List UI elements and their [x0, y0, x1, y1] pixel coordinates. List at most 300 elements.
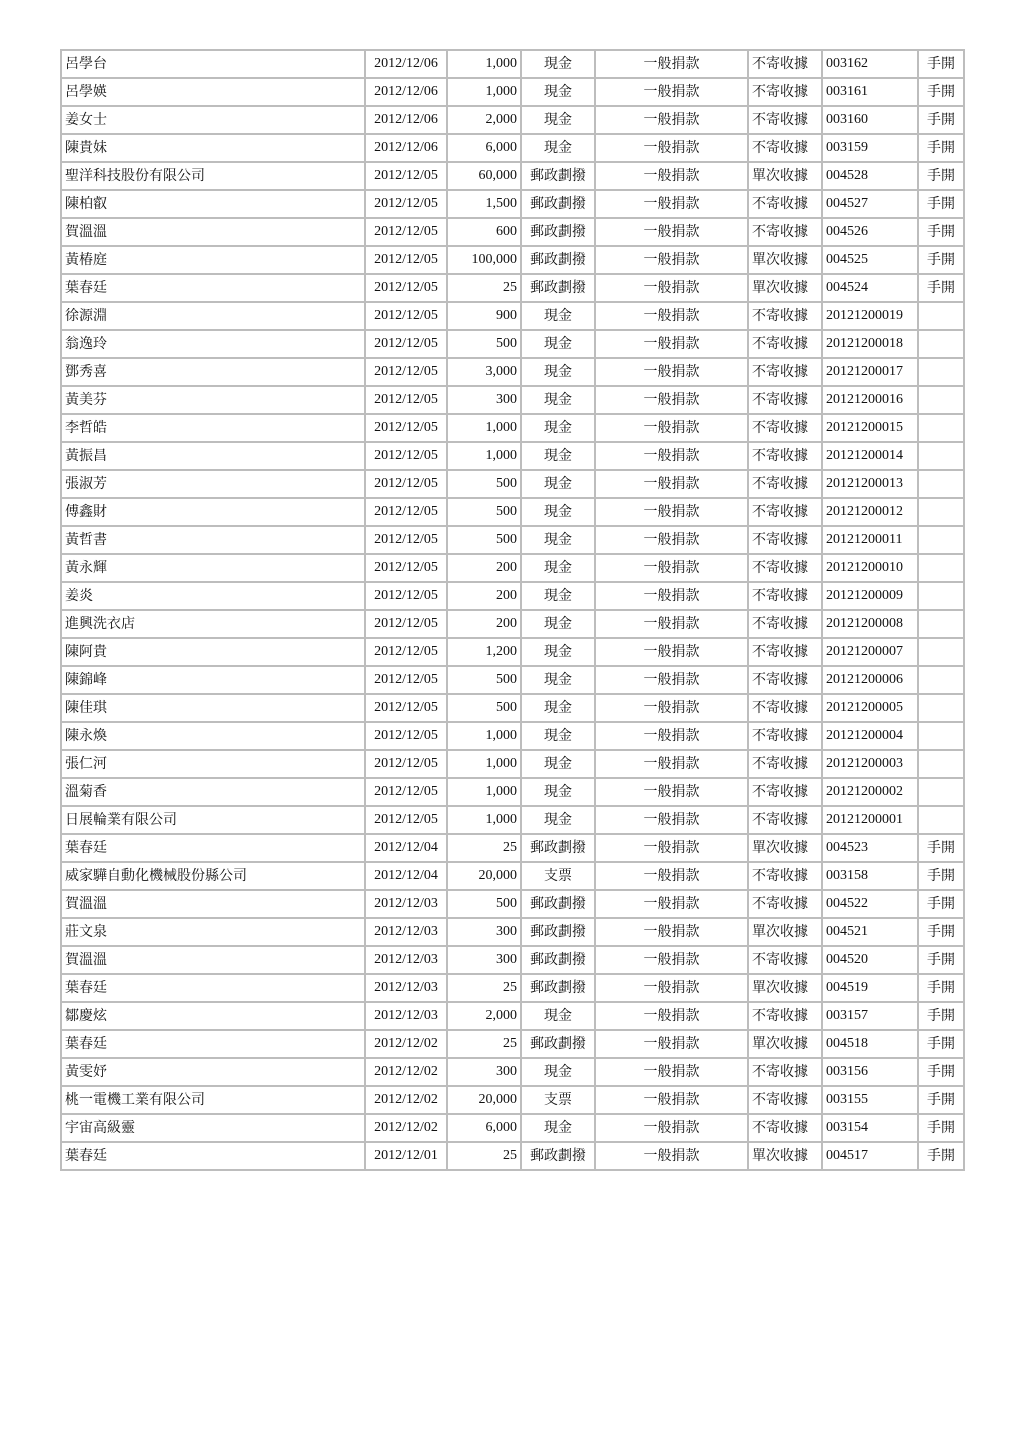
note-cell: 手開 [918, 190, 964, 218]
receipt-type-cell: 不寄收據 [748, 862, 822, 890]
payment-method-cell: 現金 [521, 470, 595, 498]
payment-method-cell: 現金 [521, 134, 595, 162]
table-row [61, 862, 964, 890]
table-row [61, 162, 964, 190]
table-row [61, 582, 964, 610]
receipt-number-cell: 003162 [822, 50, 918, 78]
receipt-number-cell: 20121200014 [822, 442, 918, 470]
payment-method-cell: 郵政劃撥 [521, 1030, 595, 1058]
donor-name-cell: 李哲皓 [61, 414, 365, 442]
payment-method-cell: 現金 [521, 330, 595, 358]
amount-cell: 1,000 [447, 722, 521, 750]
donor-name-cell: 黃振昌 [61, 442, 365, 470]
receipt-number-cell: 003161 [822, 78, 918, 106]
receipt-number-cell: 004525 [822, 246, 918, 274]
payment-method-cell: 現金 [521, 302, 595, 330]
note-cell [918, 358, 964, 386]
note-cell [918, 302, 964, 330]
date-cell: 2012/12/05 [365, 610, 447, 638]
donation-type-cell: 一般捐款 [595, 50, 748, 78]
receipt-type-cell: 不寄收據 [748, 890, 822, 918]
note-cell [918, 330, 964, 358]
note-cell [918, 694, 964, 722]
donor-name-cell: 葉春廷 [61, 834, 365, 862]
receipt-type-cell: 單次收據 [748, 834, 822, 862]
receipt-type-cell: 不寄收據 [748, 1002, 822, 1030]
receipt-type-cell: 單次收據 [748, 918, 822, 946]
amount-cell: 500 [447, 470, 521, 498]
donor-name-cell: 日展輪業有限公司 [61, 806, 365, 834]
donor-name-cell: 威家驊自動化機械股份縣公司 [61, 862, 365, 890]
payment-method-cell: 郵政劃撥 [521, 890, 595, 918]
payment-method-cell: 現金 [521, 722, 595, 750]
receipt-type-cell: 不寄收據 [748, 1058, 822, 1086]
amount-cell: 1,000 [447, 414, 521, 442]
table-row [61, 1002, 964, 1030]
note-cell: 手開 [918, 918, 964, 946]
note-cell: 手開 [918, 162, 964, 190]
receipt-number-cell: 20121200006 [822, 666, 918, 694]
donation-type-cell: 一般捐款 [595, 78, 748, 106]
note-cell [918, 638, 964, 666]
donor-name-cell: 張仁河 [61, 750, 365, 778]
payment-method-cell: 現金 [521, 526, 595, 554]
donor-name-cell: 黃椿庭 [61, 246, 365, 274]
donation-table [60, 49, 965, 1171]
table-row [61, 834, 964, 862]
note-cell [918, 610, 964, 638]
amount-cell: 25 [447, 834, 521, 862]
donor-name-cell: 姜女士 [61, 106, 365, 134]
table-row [61, 190, 964, 218]
payment-method-cell: 郵政劃撥 [521, 834, 595, 862]
amount-cell: 25 [447, 1030, 521, 1058]
donation-type-cell: 一般捐款 [595, 946, 748, 974]
table-row [61, 358, 964, 386]
donor-name-cell: 黃永輝 [61, 554, 365, 582]
date-cell: 2012/12/05 [365, 190, 447, 218]
date-cell: 2012/12/04 [365, 862, 447, 890]
note-cell: 手開 [918, 974, 964, 1002]
receipt-type-cell: 不寄收據 [748, 638, 822, 666]
table-row [61, 666, 964, 694]
donor-name-cell: 姜炎 [61, 582, 365, 610]
donation-type-cell: 一般捐款 [595, 526, 748, 554]
amount-cell: 1,000 [447, 778, 521, 806]
receipt-type-cell: 不寄收據 [748, 442, 822, 470]
receipt-number-cell: 20121200002 [822, 778, 918, 806]
table-row [61, 442, 964, 470]
table-row [61, 554, 964, 582]
donor-name-cell: 呂學台 [61, 50, 365, 78]
receipt-type-cell: 不寄收據 [748, 722, 822, 750]
receipt-type-cell: 單次收據 [748, 1142, 822, 1170]
amount-cell: 1,000 [447, 806, 521, 834]
payment-method-cell: 現金 [521, 414, 595, 442]
amount-cell: 6,000 [447, 1114, 521, 1142]
note-cell [918, 722, 964, 750]
payment-method-cell: 現金 [521, 806, 595, 834]
receipt-number-cell: 20121200013 [822, 470, 918, 498]
date-cell: 2012/12/05 [365, 526, 447, 554]
date-cell: 2012/12/05 [365, 386, 447, 414]
receipt-type-cell: 不寄收據 [748, 414, 822, 442]
receipt-type-cell: 不寄收據 [748, 106, 822, 134]
receipt-number-cell: 004527 [822, 190, 918, 218]
note-cell: 手開 [918, 78, 964, 106]
date-cell: 2012/12/01 [365, 1142, 447, 1170]
receipt-number-cell: 004528 [822, 162, 918, 190]
donation-type-cell: 一般捐款 [595, 694, 748, 722]
date-cell: 2012/12/06 [365, 134, 447, 162]
date-cell: 2012/12/05 [365, 442, 447, 470]
receipt-type-cell: 不寄收據 [748, 666, 822, 694]
donation-type-cell: 一般捐款 [595, 1058, 748, 1086]
note-cell: 手開 [918, 218, 964, 246]
payment-method-cell: 現金 [521, 442, 595, 470]
donation-type-cell: 一般捐款 [595, 638, 748, 666]
table-row [61, 1114, 964, 1142]
donation-type-cell: 一般捐款 [595, 386, 748, 414]
donation-type-cell: 一般捐款 [595, 274, 748, 302]
amount-cell: 1,000 [447, 50, 521, 78]
amount-cell: 60,000 [447, 162, 521, 190]
donor-name-cell: 葉春廷 [61, 1030, 365, 1058]
table-row [61, 610, 964, 638]
receipt-number-cell: 20121200016 [822, 386, 918, 414]
date-cell: 2012/12/05 [365, 638, 447, 666]
note-cell: 手開 [918, 246, 964, 274]
amount-cell: 500 [447, 694, 521, 722]
donation-type-cell: 一般捐款 [595, 722, 748, 750]
payment-method-cell: 現金 [521, 750, 595, 778]
receipt-number-cell: 003156 [822, 1058, 918, 1086]
receipt-type-cell: 不寄收據 [748, 1086, 822, 1114]
donor-name-cell: 陳柏叡 [61, 190, 365, 218]
donor-name-cell: 宇宙高級靈 [61, 1114, 365, 1142]
note-cell [918, 778, 964, 806]
payment-method-cell: 現金 [521, 1058, 595, 1086]
donor-name-cell: 溫菊香 [61, 778, 365, 806]
donation-type-cell: 一般捐款 [595, 1030, 748, 1058]
receipt-type-cell: 不寄收據 [748, 218, 822, 246]
date-cell: 2012/12/03 [365, 974, 447, 1002]
donation-type-cell: 一般捐款 [595, 918, 748, 946]
donor-name-cell: 傅鑫財 [61, 498, 365, 526]
donation-type-cell: 一般捐款 [595, 330, 748, 358]
receipt-type-cell: 不寄收據 [748, 750, 822, 778]
table-row [61, 722, 964, 750]
amount-cell: 1,000 [447, 78, 521, 106]
payment-method-cell: 現金 [521, 106, 595, 134]
table-row [61, 1030, 964, 1058]
table-row [61, 470, 964, 498]
date-cell: 2012/12/05 [365, 358, 447, 386]
amount-cell: 500 [447, 498, 521, 526]
donor-name-cell: 張淑芳 [61, 470, 365, 498]
table-row [61, 1058, 964, 1086]
payment-method-cell: 現金 [521, 358, 595, 386]
donation-type-cell: 一般捐款 [595, 162, 748, 190]
receipt-number-cell: 003155 [822, 1086, 918, 1114]
receipt-type-cell: 不寄收據 [748, 1114, 822, 1142]
amount-cell: 100,000 [447, 246, 521, 274]
table-row [61, 50, 964, 78]
amount-cell: 25 [447, 274, 521, 302]
amount-cell: 500 [447, 666, 521, 694]
donation-type-cell: 一般捐款 [595, 862, 748, 890]
receipt-type-cell: 不寄收據 [748, 358, 822, 386]
table-row [61, 1142, 964, 1170]
table-row [61, 246, 964, 274]
note-cell [918, 554, 964, 582]
date-cell: 2012/12/05 [365, 218, 447, 246]
payment-method-cell: 郵政劃撥 [521, 246, 595, 274]
receipt-number-cell: 003157 [822, 1002, 918, 1030]
donation-type-cell: 一般捐款 [595, 610, 748, 638]
donation-type-cell: 一般捐款 [595, 246, 748, 274]
note-cell [918, 386, 964, 414]
amount-cell: 300 [447, 946, 521, 974]
payment-method-cell: 現金 [521, 666, 595, 694]
date-cell: 2012/12/02 [365, 1058, 447, 1086]
date-cell: 2012/12/04 [365, 834, 447, 862]
receipt-type-cell: 不寄收據 [748, 134, 822, 162]
amount-cell: 25 [447, 1142, 521, 1170]
table-row [61, 890, 964, 918]
receipt-type-cell: 不寄收據 [748, 498, 822, 526]
date-cell: 2012/12/02 [365, 1030, 447, 1058]
donation-type-cell: 一般捐款 [595, 834, 748, 862]
receipt-number-cell: 20121200005 [822, 694, 918, 722]
donor-name-cell: 鄧秀喜 [61, 358, 365, 386]
note-cell: 手開 [918, 1058, 964, 1086]
payment-method-cell: 現金 [521, 554, 595, 582]
note-cell [918, 750, 964, 778]
donor-name-cell: 黃哲書 [61, 526, 365, 554]
note-cell: 手開 [918, 134, 964, 162]
payment-method-cell: 現金 [521, 1002, 595, 1030]
table-row [61, 78, 964, 106]
table-row [61, 302, 964, 330]
receipt-number-cell: 003158 [822, 862, 918, 890]
payment-method-cell: 郵政劃撥 [521, 190, 595, 218]
table-row [61, 134, 964, 162]
donation-type-cell: 一般捐款 [595, 442, 748, 470]
donor-name-cell: 賀溫溫 [61, 218, 365, 246]
donor-name-cell: 進興洗衣店 [61, 610, 365, 638]
donor-name-cell: 桃一電機工業有限公司 [61, 1086, 365, 1114]
table-row [61, 638, 964, 666]
date-cell: 2012/12/05 [365, 722, 447, 750]
receipt-type-cell: 不寄收據 [748, 694, 822, 722]
donation-type-cell: 一般捐款 [595, 190, 748, 218]
amount-cell: 6,000 [447, 134, 521, 162]
donation-type-cell: 一般捐款 [595, 666, 748, 694]
donation-type-cell: 一般捐款 [595, 1114, 748, 1142]
payment-method-cell: 郵政劃撥 [521, 162, 595, 190]
amount-cell: 25 [447, 974, 521, 1002]
payment-method-cell: 現金 [521, 1114, 595, 1142]
table-body [61, 50, 964, 1170]
receipt-type-cell: 單次收據 [748, 274, 822, 302]
note-cell: 手開 [918, 1002, 964, 1030]
receipt-number-cell: 003159 [822, 134, 918, 162]
donor-name-cell: 黃雯妤 [61, 1058, 365, 1086]
donor-name-cell: 徐源淵 [61, 302, 365, 330]
receipt-number-cell: 003154 [822, 1114, 918, 1142]
donation-type-cell: 一般捐款 [595, 1002, 748, 1030]
receipt-type-cell: 不寄收據 [748, 190, 822, 218]
payment-method-cell: 支票 [521, 1086, 595, 1114]
amount-cell: 900 [447, 302, 521, 330]
donation-type-cell: 一般捐款 [595, 778, 748, 806]
payment-method-cell: 郵政劃撥 [521, 918, 595, 946]
receipt-number-cell: 004523 [822, 834, 918, 862]
payment-method-cell: 現金 [521, 778, 595, 806]
donor-name-cell: 黃美芬 [61, 386, 365, 414]
date-cell: 2012/12/05 [365, 246, 447, 274]
table-row [61, 694, 964, 722]
date-cell: 2012/12/05 [365, 470, 447, 498]
receipt-type-cell: 不寄收據 [748, 554, 822, 582]
donor-name-cell: 鄒慶炫 [61, 1002, 365, 1030]
date-cell: 2012/12/05 [365, 806, 447, 834]
date-cell: 2012/12/05 [365, 750, 447, 778]
date-cell: 2012/12/03 [365, 918, 447, 946]
amount-cell: 2,000 [447, 1002, 521, 1030]
table-row [61, 526, 964, 554]
amount-cell: 600 [447, 218, 521, 246]
table-row [61, 806, 964, 834]
donation-type-cell: 一般捐款 [595, 470, 748, 498]
amount-cell: 3,000 [447, 358, 521, 386]
donor-name-cell: 聖洋科技股份有限公司 [61, 162, 365, 190]
donor-name-cell: 賀溫溫 [61, 890, 365, 918]
receipt-number-cell: 20121200001 [822, 806, 918, 834]
donation-type-cell: 一般捐款 [595, 806, 748, 834]
donor-name-cell: 葉春廷 [61, 974, 365, 1002]
date-cell: 2012/12/05 [365, 554, 447, 582]
payment-method-cell: 郵政劃撥 [521, 274, 595, 302]
date-cell: 2012/12/05 [365, 274, 447, 302]
table-row [61, 218, 964, 246]
table-row [61, 974, 964, 1002]
donor-name-cell: 呂學媖 [61, 78, 365, 106]
date-cell: 2012/12/05 [365, 498, 447, 526]
donor-name-cell: 莊文泉 [61, 918, 365, 946]
donation-type-cell: 一般捐款 [595, 1142, 748, 1170]
table-row [61, 1086, 964, 1114]
amount-cell: 500 [447, 330, 521, 358]
receipt-number-cell: 20121200008 [822, 610, 918, 638]
receipt-type-cell: 不寄收據 [748, 582, 822, 610]
payment-method-cell: 現金 [521, 694, 595, 722]
receipt-number-cell: 20121200012 [822, 498, 918, 526]
receipt-type-cell: 不寄收據 [748, 386, 822, 414]
amount-cell: 300 [447, 918, 521, 946]
donation-type-cell: 一般捐款 [595, 134, 748, 162]
note-cell: 手開 [918, 862, 964, 890]
table-row [61, 106, 964, 134]
donation-type-cell: 一般捐款 [595, 554, 748, 582]
amount-cell: 1,000 [447, 750, 521, 778]
table-row [61, 918, 964, 946]
receipt-number-cell: 20121200010 [822, 554, 918, 582]
donation-type-cell: 一般捐款 [595, 974, 748, 1002]
amount-cell: 2,000 [447, 106, 521, 134]
donor-name-cell: 陳阿貴 [61, 638, 365, 666]
date-cell: 2012/12/03 [365, 1002, 447, 1030]
note-cell [918, 414, 964, 442]
receipt-number-cell: 004524 [822, 274, 918, 302]
donation-type-cell: 一般捐款 [595, 582, 748, 610]
receipt-type-cell: 不寄收據 [748, 610, 822, 638]
date-cell: 2012/12/06 [365, 50, 447, 78]
receipt-number-cell: 004520 [822, 946, 918, 974]
date-cell: 2012/12/05 [365, 414, 447, 442]
note-cell: 手開 [918, 1086, 964, 1114]
receipt-type-cell: 單次收據 [748, 246, 822, 274]
receipt-type-cell: 不寄收據 [748, 778, 822, 806]
date-cell: 2012/12/02 [365, 1114, 447, 1142]
receipt-type-cell: 不寄收據 [748, 470, 822, 498]
note-cell: 手開 [918, 1030, 964, 1058]
date-cell: 2012/12/05 [365, 330, 447, 358]
receipt-number-cell: 004521 [822, 918, 918, 946]
date-cell: 2012/12/05 [365, 582, 447, 610]
table-row [61, 274, 964, 302]
receipt-number-cell: 20121200004 [822, 722, 918, 750]
donor-name-cell: 賀溫溫 [61, 946, 365, 974]
note-cell: 手開 [918, 890, 964, 918]
note-cell [918, 498, 964, 526]
donor-name-cell: 陳佳琪 [61, 694, 365, 722]
date-cell: 2012/12/06 [365, 78, 447, 106]
table-row [61, 778, 964, 806]
donation-type-cell: 一般捐款 [595, 106, 748, 134]
table-row [61, 946, 964, 974]
payment-method-cell: 支票 [521, 862, 595, 890]
donor-name-cell: 葉春廷 [61, 1142, 365, 1170]
donation-type-cell: 一般捐款 [595, 1086, 748, 1114]
receipt-type-cell: 不寄收據 [748, 806, 822, 834]
date-cell: 2012/12/05 [365, 162, 447, 190]
amount-cell: 500 [447, 890, 521, 918]
payment-method-cell: 現金 [521, 638, 595, 666]
receipt-type-cell: 不寄收據 [748, 78, 822, 106]
date-cell: 2012/12/05 [365, 666, 447, 694]
donation-type-cell: 一般捐款 [595, 750, 748, 778]
table-row [61, 386, 964, 414]
date-cell: 2012/12/05 [365, 694, 447, 722]
receipt-type-cell: 不寄收據 [748, 50, 822, 78]
amount-cell: 300 [447, 1058, 521, 1086]
table-row [61, 750, 964, 778]
note-cell: 手開 [918, 946, 964, 974]
table-row [61, 330, 964, 358]
note-cell: 手開 [918, 106, 964, 134]
payment-method-cell: 現金 [521, 78, 595, 106]
note-cell: 手開 [918, 274, 964, 302]
donation-type-cell: 一般捐款 [595, 218, 748, 246]
amount-cell: 20,000 [447, 1086, 521, 1114]
receipt-number-cell: 20121200017 [822, 358, 918, 386]
donation-type-cell: 一般捐款 [595, 358, 748, 386]
amount-cell: 20,000 [447, 862, 521, 890]
payment-method-cell: 現金 [521, 498, 595, 526]
receipt-number-cell: 20121200007 [822, 638, 918, 666]
